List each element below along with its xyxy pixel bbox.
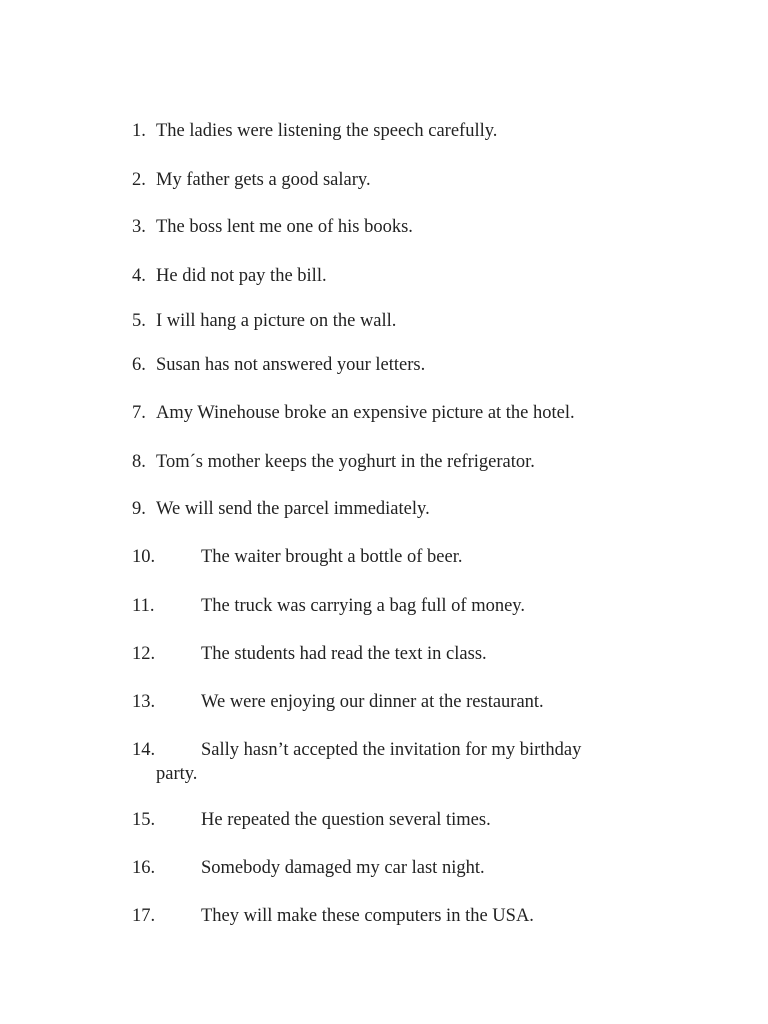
item-number: 16. [132,858,156,878]
exercise-item-6 [132,353,658,377]
item-sentence: The waiter brought a bottle of beer. [201,547,463,567]
item-sentence: He did not pay the bill. [156,266,327,286]
exercise-item-4 [132,264,658,288]
item-sentence: I will hang a picture on the wall. [156,311,397,331]
exercise-item-9 [132,497,658,521]
item-number: 3. [132,217,146,237]
item-sentence: Amy Winehouse broke an expensive picture at the hotel. [156,403,575,423]
item-number: 10. [132,547,156,567]
exercise-item-12 [132,642,658,666]
item-number: 11. [132,596,155,616]
exercise-item-8 [132,450,658,474]
item-sentence: They will make these computers in the USA. [201,906,534,926]
item-sentence: Tom´s mother keeps the yoghurt in the refrigerator. [156,452,535,472]
item-sentence: Somebody damaged my car last night. [201,858,485,878]
item-number: 9. [132,499,146,519]
item-sentence: The students had read the text in class. [201,644,487,664]
item-number: 7. [132,403,146,423]
item-sentence: Susan has not answered your letters. [156,355,426,375]
item-number: 13. [132,692,156,712]
item-sentence: We will send the parcel immediately. [156,499,430,519]
item-sentence: Sally hasn’t accepted the invitation for my birthday [201,740,582,760]
item-number: 15. [132,810,156,830]
item-number: 12. [132,644,156,664]
item-sentence: He repeated the question several times. [201,810,491,830]
exercise-item-10 [132,545,658,569]
item-number: 1. [132,121,146,141]
item-number: 8. [132,452,146,472]
exercise-item-16 [132,856,658,880]
exercise-item-14 [132,738,658,786]
item-sentence: My father gets a good salary. [156,170,371,190]
item-number: 4. [132,266,146,286]
exercise-item-3 [132,215,658,239]
item-number: 5. [132,311,146,331]
item-number: 14. [132,740,156,760]
item-number: 17. [132,906,156,926]
item-number: 6. [132,355,146,375]
exercise-item-7 [132,401,658,425]
exercise-item-15 [132,808,658,832]
exercise-item-13 [132,690,658,714]
item-number: 2. [132,170,146,190]
item-sentence: The truck was carrying a bag full of money. [201,596,525,616]
exercise-item-5 [132,309,658,333]
exercise-item-1 [132,119,658,143]
exercise-item-2 [132,168,658,192]
item-sentence: We were enjoying our dinner at the restaurant. [201,692,544,712]
item-sentence-continuation: party. [156,764,198,784]
item-sentence: The boss lent me one of his books. [156,217,413,237]
exercise-item-17 [132,904,658,928]
exercise-item-11 [132,594,658,618]
item-sentence: The ladies were listening the speech carefully. [156,121,498,141]
